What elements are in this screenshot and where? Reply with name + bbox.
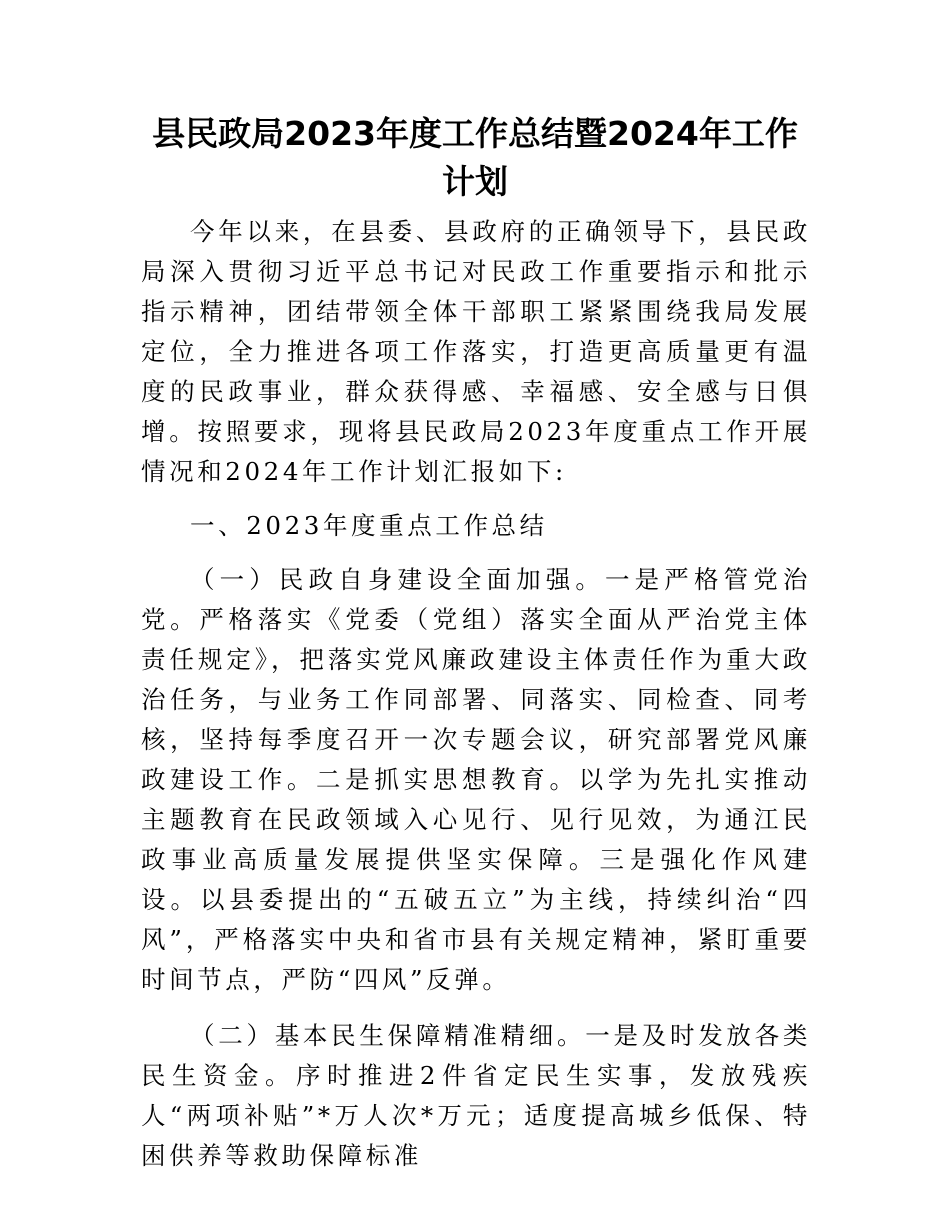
section-heading: 一、2023年度重点工作总结 [190, 511, 548, 540]
section-paragraph-2: （二）基本民生保障精准精细。一是及时发放各类民生资金。序时推进2件省定民生实事，发放残疾人“两项补贴”*万人次*万元；适度提高城乡低保、特困供养等救助保障标准 [141, 1021, 811, 1170]
document-title: 县民政局2023年度工作总结暨2024年工作计划 [152, 114, 798, 201]
intro-paragraph: 今年以来，在县委、县政府的正确领导下，县民政局深入贯彻习近平总书记对民政工作重要指示和批示指示精神，团结带领全体干部职工紧紧围绕我局发展定位，全力推进各项工作落实，打造更高质量更有温度的民政事业，群众获得感、幸福感、安全感与日俱增。按照要求，现将县民政局2023年度重点工作开展情况和2024年工作计划汇报如下: [141, 217, 811, 486]
document-body [141, 212, 811, 1176]
section-paragraph-1: （一）民政自身建设全面加强。一是严格管党治党。严格落实《党委（党组）落实全面从严治党主体责任规定》，把落实党风廉政建设主体责任作为重大政治任务，与业务工作同部署、同落实、同检查、同考核，坚持每季度召开一次专题会议，研究部署党风廉政建设工作。二是抓实思想教育。以学为先扎实推动主题教育在民政领域入心见行、见行见效，为通江民政事业高质量发展提供坚实保障。三是强化作风建设。以县委提出的“五破五立”为主线，持续纠治“四风”，严格落实中央和省市县有关规定精神，紧盯重要时间节点，严防“四风”反弹。 [141, 565, 811, 994]
